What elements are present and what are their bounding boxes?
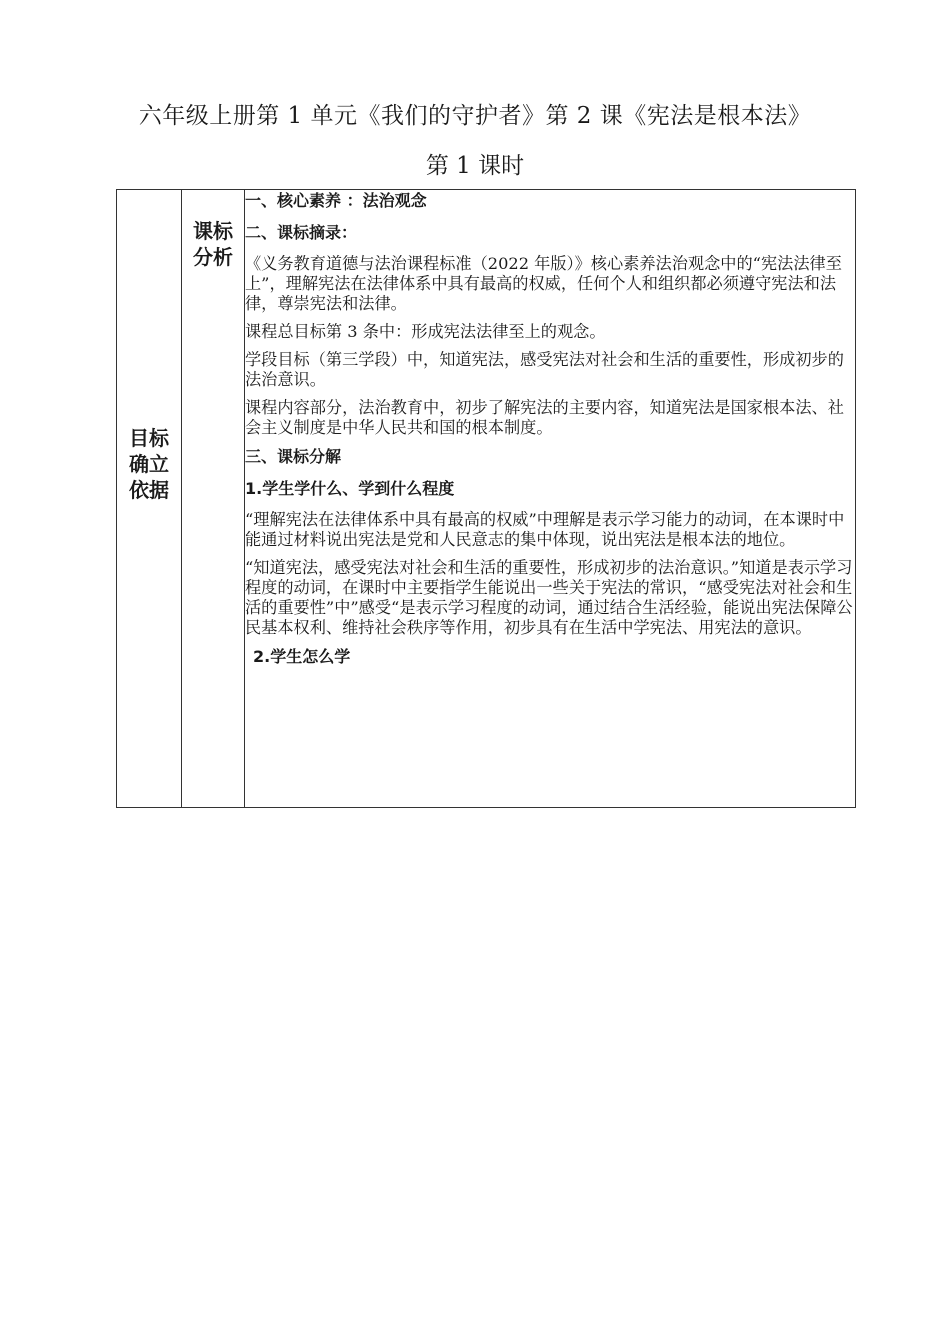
- sub-label-cell: [182, 190, 245, 808]
- breakdown-heading: 三、课标分解: [245, 447, 342, 466]
- excerpt-paragraph: 《义务教育道德与法治课程标准（2022 年版）》核心素养法治观念中的“宪法法律至上”，理解宪法在法律体系中具有最高的权威，任何个人和组织都必须遵守宪法和法律，尊崇宪法和法律。: [245, 254, 842, 313]
- row-label-text: 目标确立依据: [129, 425, 169, 502]
- page-subtitle: 第 1 课时: [425, 153, 525, 179]
- page-title: 六年级上册第 1 单元《我们的守护者》第 2 课《宪法是根本法》: [138, 103, 812, 129]
- sub1-paragraph: “知道宪法，感受宪法对社会和生活的重要性，形成初步的法治意识。”知道是表示学习程度的动词，在课时中主要指学生能说出一些关于宪法的常识，“感受宪法对社会和生活的重要性”中”感受“是表示学习程度的动词，通过结合生活经验，能说出宪法保障公民基本权利、维持社会秩序等作用，初步具有在生活中学宪法、用宪法的意识。: [245, 558, 853, 637]
- sub-label-text: 课标分析: [193, 219, 233, 269]
- sub-label: [182, 190, 244, 270]
- sub1-heading: 1.学生学什么、学到什么程度: [245, 479, 455, 498]
- core-literacy-heading: 一、核心素养 ：法治观念: [245, 191, 427, 210]
- row-label: [117, 425, 181, 503]
- sub1-paragraph: “理解宪法在法律体系中具有最高的权威”中理解是表示学习能力的动词，在本课时中能通过材料说出宪法是党和人民意志的集中体现，说出宪法是根本法的地位。: [245, 510, 845, 549]
- table-row: [117, 190, 856, 808]
- excerpt-paragraph: 学段目标（第三学段）中，知道宪法，感受宪法对社会和生活的重要性，形成初步的法治意识。: [245, 350, 844, 389]
- excerpt-paragraph: 课程内容部分，法治教育中，初步了解宪法的主要内容，知道宪法是国家根本法、社会主义制度是中华人民共和国的根本制度。: [245, 398, 844, 437]
- excerpt-paragraph: 课程总目标第 3 条中：形成宪法法律至上的观念。: [245, 322, 606, 341]
- lesson-plan-table: [116, 189, 856, 808]
- sub2-heading: 2.学生怎么学: [253, 647, 351, 666]
- row-label-cell: [117, 190, 182, 808]
- content-cell: [245, 190, 856, 808]
- excerpt-heading: 二、课标摘录：: [245, 223, 358, 242]
